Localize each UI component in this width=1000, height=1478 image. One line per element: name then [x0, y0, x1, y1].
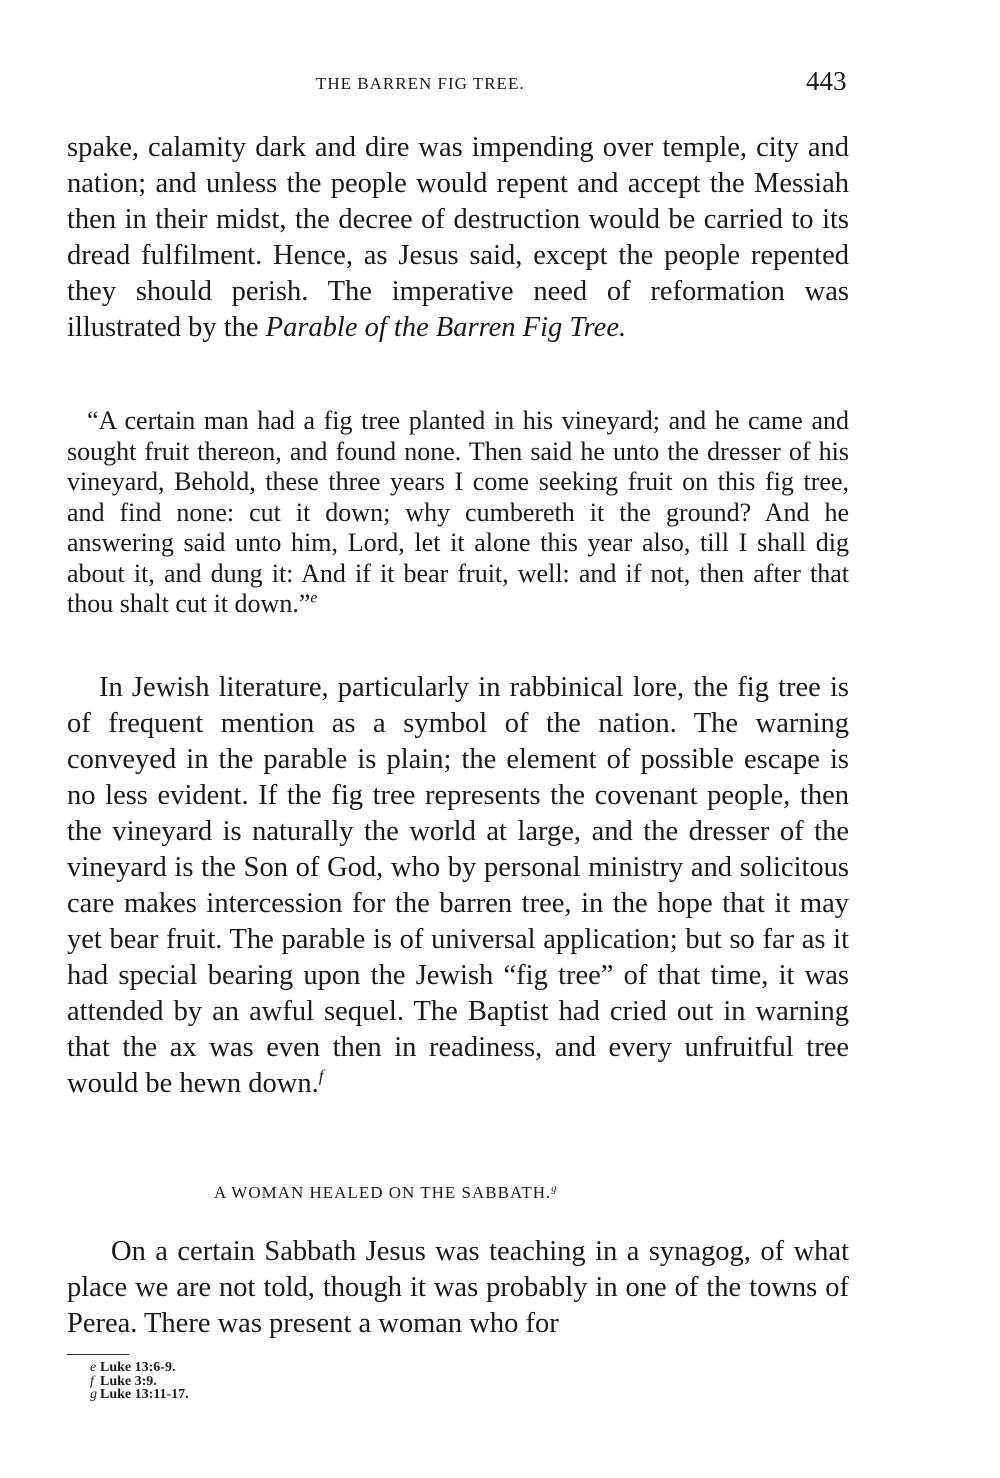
- footnote-ref-e: e: [310, 589, 318, 607]
- footnote-ref-g: g: [551, 1183, 558, 1195]
- quote-text: “A certain man had a fig tree planted in his vineyard; and he came and sought fruit thereon, and found none. Then said he unto the dresser of his vineyard, Behold, these three years I come seeking fruit on this fig tree, and find none: cut it down; why cumbereth it the ground? And he answering said unto him, Lord, let it alone this year also, till I shall dig about it, and dung it: And if it bear fruit, well: and if not, then after that thou shalt cut it down.”: [67, 406, 849, 618]
- footnote-text: Luke 13:11-17.: [100, 1387, 189, 1402]
- sabbath-paragraph: [67, 1234, 849, 1342]
- footnote-f: [90, 1375, 189, 1389]
- section-heading: [214, 1183, 557, 1203]
- intro-text: spake, calamity dark and dire was impending over temple, city and nation; and unless the people would repent and accept the Messiah then in their midst, the decree of destruction would be carried to its dread fulfilment. Hence, as Jesus said, except the people repented they should perish. The imperative need of reformation was illustrated by the: [67, 132, 849, 343]
- footnote-ref-f: f: [318, 1066, 324, 1086]
- scripture-quote: [67, 406, 849, 620]
- footnote-e: [90, 1361, 189, 1375]
- footnotes: [90, 1361, 189, 1402]
- running-head: THE BARREN FIG TREE.: [316, 74, 525, 93]
- footnote-divider: [67, 1354, 129, 1355]
- commentary-text: In Jewish literature, particularly in rabbinical lore, the fig tree is of frequent mention as a symbol of the nation. The warning conveyed in the parable is plain; the element of possible escape is no less evident. If the fig tree represents the covenant people, then the vineyard is naturally the world at large, and the dresser of the vineyard is the Son of God, who by personal ministry and solicitous care makes intercession for the barren tree, in the hope that it may yet bear fruit. The parable is of universal application; but so far as it had special bearing upon the Jewish “fig tree” of that time, it was attended by an awful sequel. The Baptist had cried out in warning that the ax was even then in readiness, and every unfruitful tree would be hewn down.: [67, 672, 849, 1099]
- parable-title: Parable of the Barren Fig Tree.: [265, 312, 627, 343]
- section-heading-text: A WOMAN HEALED ON THE SABBATH.: [214, 1183, 552, 1202]
- footnote-g: [90, 1388, 189, 1402]
- page-number: 443: [806, 66, 847, 96]
- footnote-mark: g: [90, 1387, 97, 1402]
- sabbath-text: On a certain Sabbath Jesus was teaching in a synagog, of what place we are not told, though it was probably in one of the towns of Perea. There was present a woman who for: [67, 1236, 849, 1339]
- footnote-text: Luke 13:6-9.: [100, 1360, 176, 1375]
- footnote-mark: f: [90, 1373, 94, 1389]
- intro-paragraph: [67, 130, 849, 346]
- footnote-text: Luke 3:9.: [100, 1373, 157, 1389]
- footnote-mark: e: [90, 1360, 97, 1375]
- commentary-paragraph: [67, 670, 849, 1102]
